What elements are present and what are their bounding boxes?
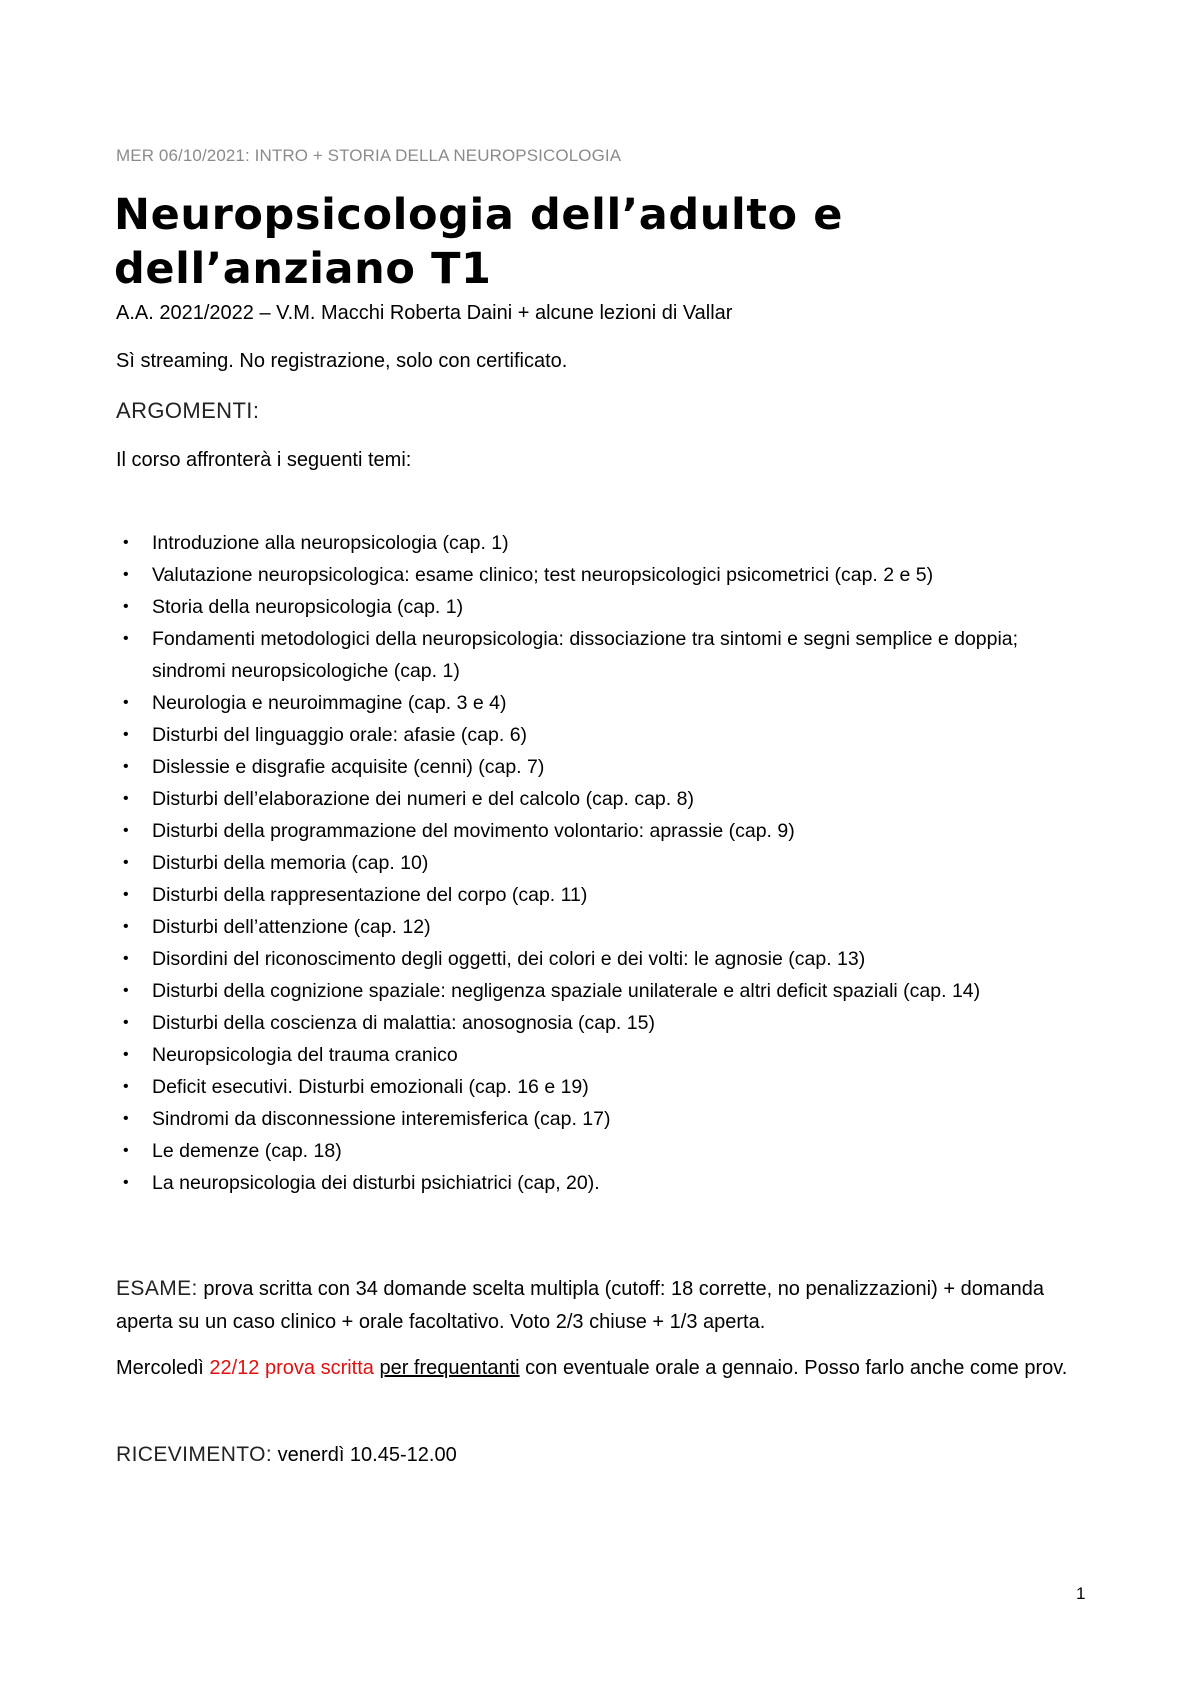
bullet-icon: • [123,886,129,903]
topic-list-item [116,911,1116,943]
topic-list-item [116,1167,1116,1199]
topic-text: Introduzione alla neuropsicologia (cap. 1) [152,532,509,554]
topic-text: Le demenze (cap. 18) [152,1140,342,1162]
topic-text: Neurologia e neuroimmagine (cap. 3 e 4) [152,692,507,714]
topics-list [116,527,1116,1199]
topic-list-item [116,1007,1116,1039]
exam-date-highlight: 22/12 prova scritta [209,1357,374,1379]
topic-list-item [116,1103,1116,1135]
academic-year-line: A.A. 2021/2022 – V.M. Macchi Roberta Daini + alcune lezioni di Vallar [116,302,733,324]
topic-text: Disturbi della coscienza di malattia: anosognosia (cap. 15) [152,1012,655,1034]
office-hours-text: venerdì 10.45-12.00 [272,1444,457,1466]
topic-list-item [116,527,1116,559]
bullet-icon: • [123,1110,129,1127]
bullet-icon: • [123,982,129,999]
office-hours-paragraph [116,1438,1096,1472]
page-title: Neuropsicologia dell’adulto e dell’anziano T1 [114,190,843,294]
exam-date-underlined: per frequentanti [379,1357,520,1379]
topic-text: Disturbi della rappresentazione del corpo (cap. 11) [152,884,588,906]
streaming-note: Sì streaming. No registrazione, solo con certificato. [116,350,568,372]
bullet-icon: • [123,694,129,711]
topic-text: Disturbi dell’elaborazione dei numeri e del calcolo (cap. cap. 8) [152,788,694,810]
topic-list-item [116,623,1116,687]
topic-text: Disturbi del linguaggio orale: afasie (cap. 6) [152,724,528,746]
topic-list-item [116,1071,1116,1103]
exam-label: ESAME: [116,1277,198,1300]
topic-list-item [116,879,1116,911]
bullet-icon: • [123,758,129,775]
topic-list-item [116,591,1116,623]
bullet-icon: • [123,822,129,839]
topic-text: Deficit esecutivi. Disturbi emozionali (cap. 16 e 19) [152,1076,589,1098]
bullet-icon: • [123,566,129,583]
exam-paragraph [116,1272,1096,1339]
exam-date-prefix: Mercoledì [116,1357,210,1379]
topic-list-item [116,687,1116,719]
topic-text: Valutazione neuropsicologica: esame clinico; test neuropsicologici psicometrici (cap. 2 e 5) [152,564,934,586]
topic-text: Disturbi dell’attenzione (cap. 12) [152,916,431,938]
bullet-icon: • [123,790,129,807]
bullet-icon: • [123,1078,129,1095]
office-hours-label: RICEVIMENTO: [116,1443,273,1466]
bullet-icon: • [123,950,129,967]
bullet-icon: • [123,854,129,871]
topic-list-item [116,751,1116,783]
bullet-icon: • [123,598,129,615]
lesson-header: MER 06/10/2021: INTRO + STORIA DELLA NEUROPSICOLOGIA [116,146,622,165]
topic-text: Storia della neuropsicologia (cap. 1) [152,596,464,618]
exam-date-paragraph [116,1352,1096,1385]
topic-list-item [116,783,1116,815]
topic-list-item [116,719,1116,751]
bullet-icon: • [123,630,129,647]
topic-text: Neuropsicologia del trauma cranico [152,1044,458,1066]
exam-text: prova scritta con 34 domande scelta multipla (cutoff: 18 corrette, no penalizzazioni) + domanda aperta su un caso clinico + orale facoltativo. Voto 2/3 chiuse + 1/3 aperta. [116,1278,1044,1333]
topics-intro: Il corso affronterà i seguenti temi: [116,449,412,471]
topics-heading: ARGOMENTI: [116,398,260,423]
topic-list-item [116,943,1116,975]
topic-text: Disordini del riconoscimento degli oggetti, dei colori e dei volti: le agnosie (cap. 13) [152,948,866,970]
exam-date-suffix: con eventuale orale a gennaio. Posso farlo anche come prov. [519,1357,1068,1379]
page-number: 1 [1076,1584,1086,1603]
topic-text: Disturbi della cognizione spaziale: negligenza spaziale unilaterale e altri deficit spaziali (cap. 14) [152,980,981,1002]
topic-text: Sindromi da disconnessione interemisferica (cap. 17) [152,1108,611,1130]
bullet-icon: • [123,726,129,743]
topic-text: Fondamenti metodologici della neuropsicologia: dissociazione tra sintomi e segni semplice e doppia; sindromi neuropsicologiche (cap. 1) [152,628,1019,682]
topic-list-item [116,847,1116,879]
topic-text: Disturbi della programmazione del movimento volontario: aprassie (cap. 9) [152,820,795,842]
topic-text: Dislessie e disgrafie acquisite (cenni) (cap. 7) [152,756,545,778]
topic-list-item [116,1039,1116,1071]
topic-list-item [116,975,1116,1007]
bullet-icon: • [123,534,129,551]
bullet-icon: • [123,1174,129,1191]
bullet-icon: • [123,1142,129,1159]
topic-list-item [116,1135,1116,1167]
topic-text: Disturbi della memoria (cap. 10) [152,852,429,874]
topic-list-item [116,559,1116,591]
bullet-icon: • [123,1014,129,1031]
bullet-icon: • [123,918,129,935]
topic-list-item [116,815,1116,847]
bullet-icon: • [123,1046,129,1063]
topic-text: La neuropsicologia dei disturbi psichiatrici (cap, 20). [152,1172,600,1194]
